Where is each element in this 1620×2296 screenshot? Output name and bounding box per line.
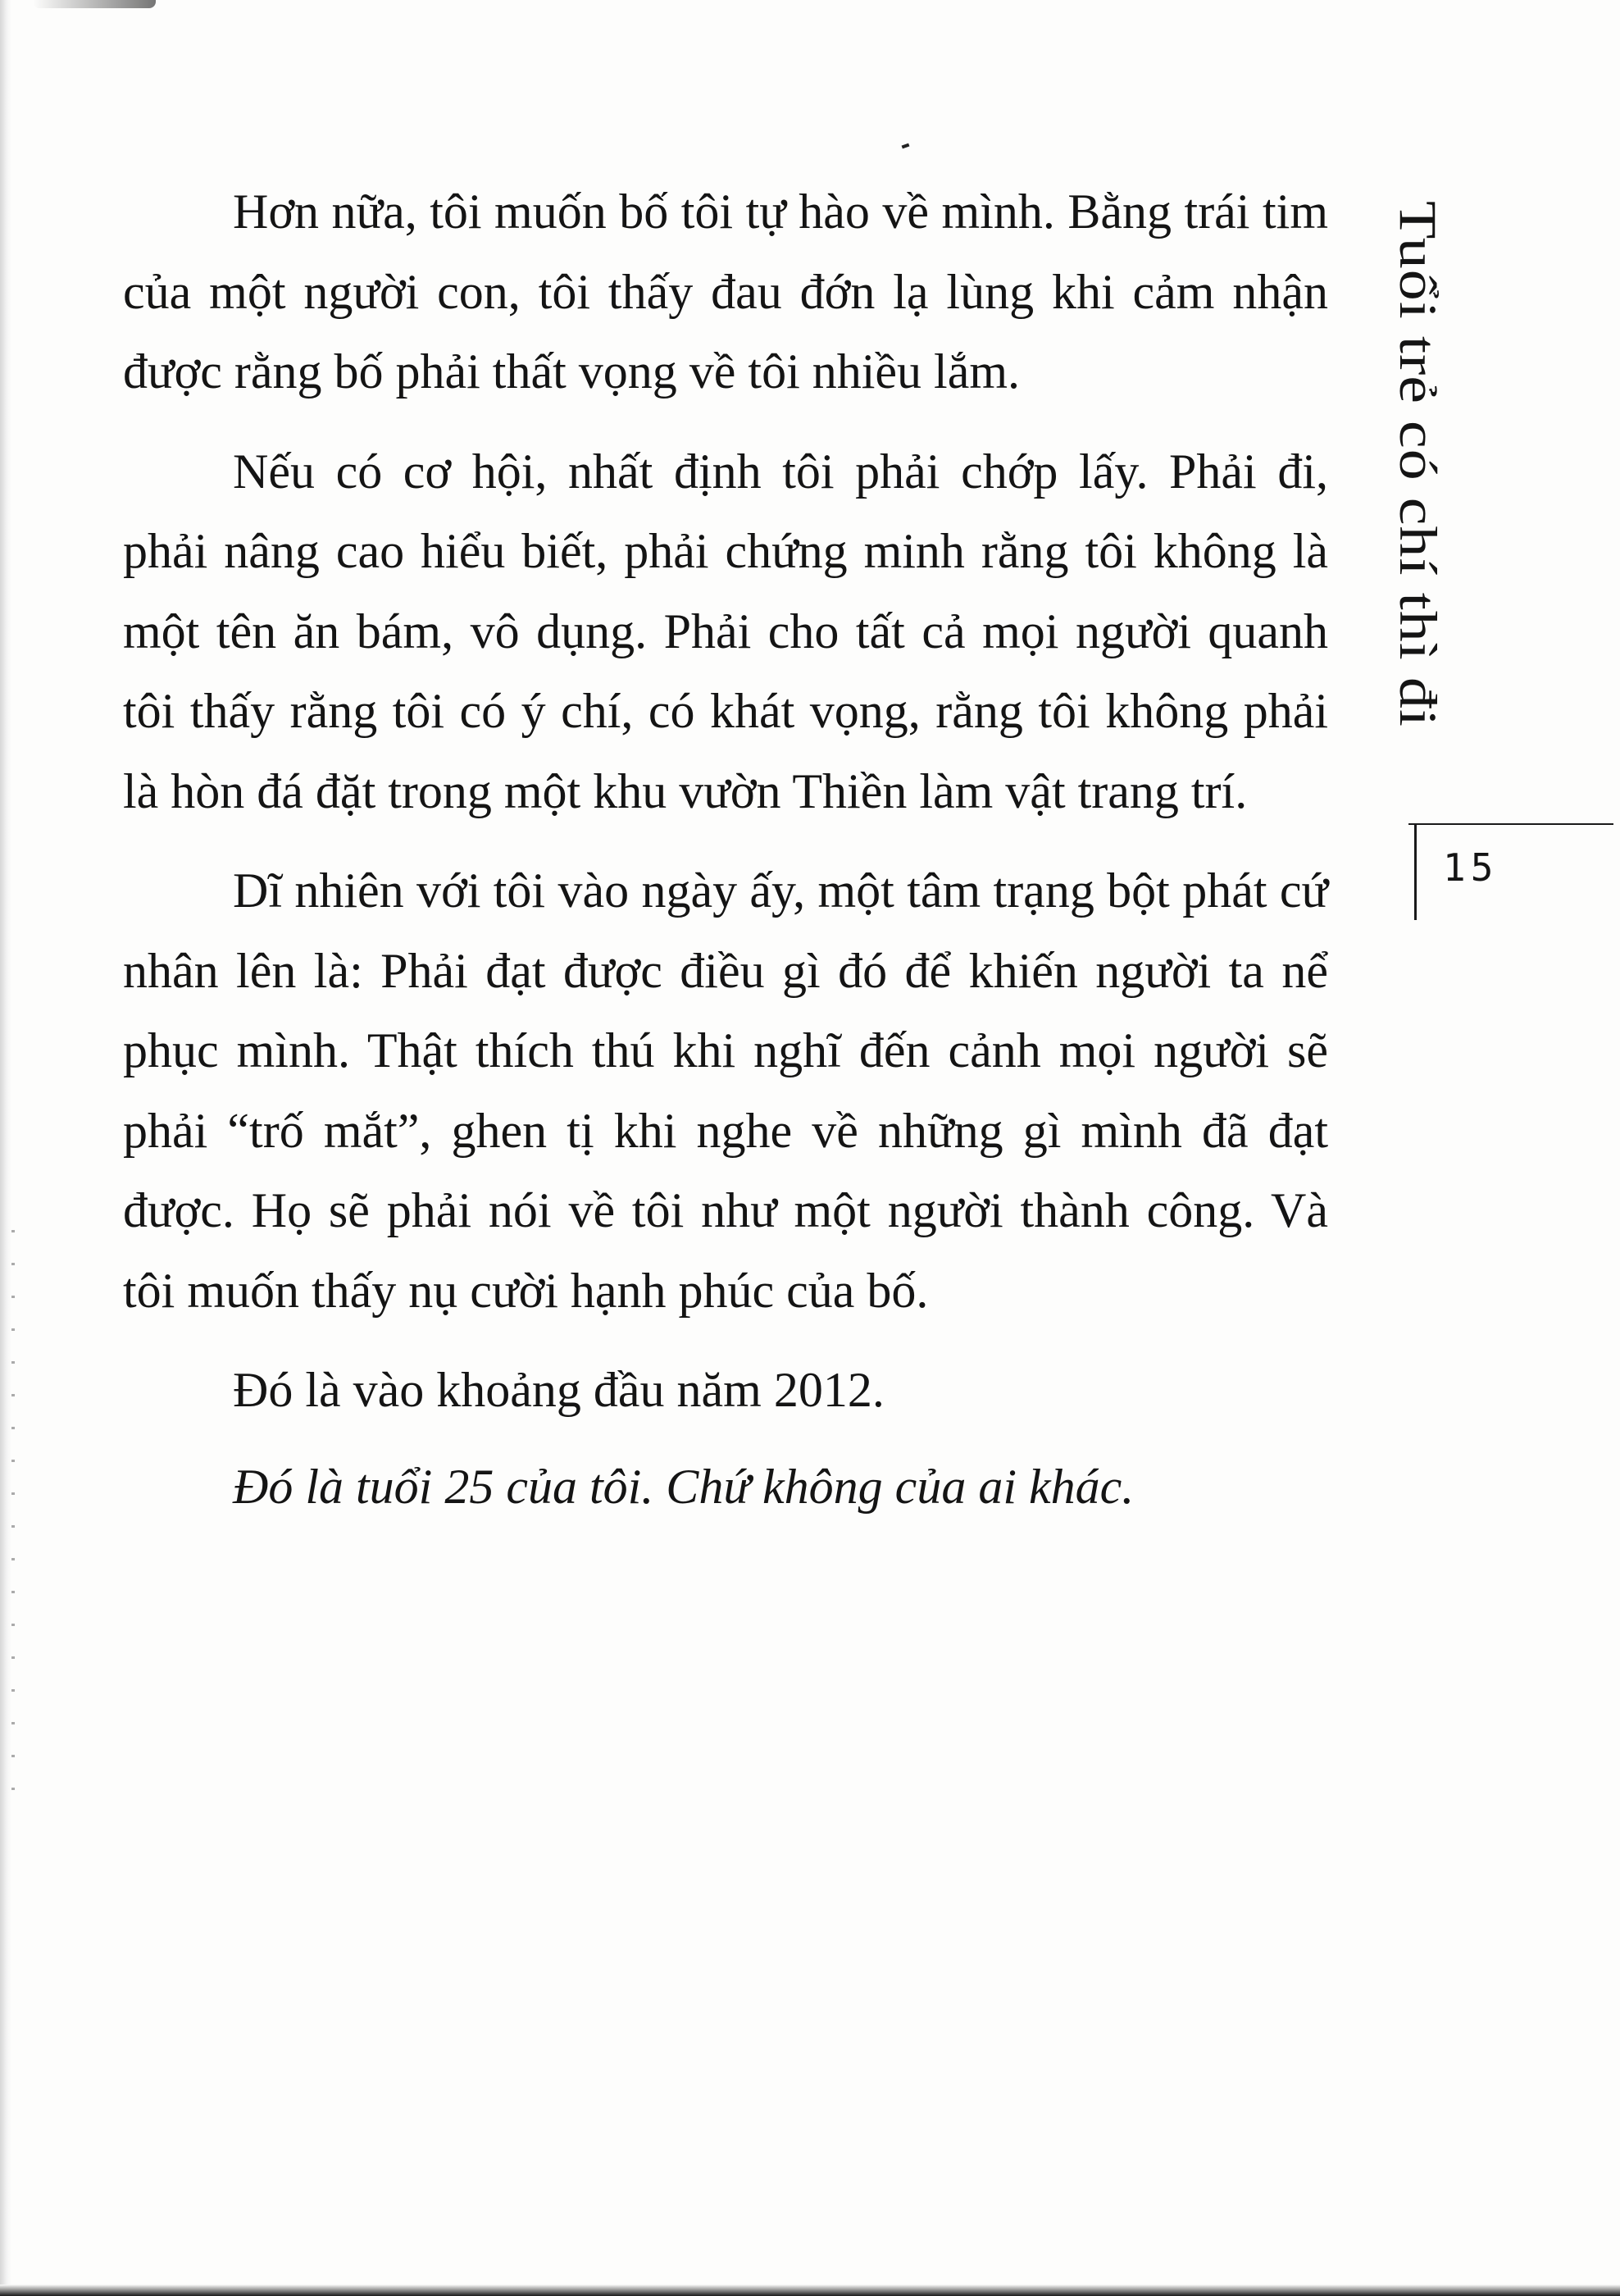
binding-specks <box>11 1230 15 1804</box>
running-header-title: Tuổi trẻ có chí thì đi <box>1388 201 1448 727</box>
scan-bottom-edge <box>0 2285 1620 2296</box>
body-text <box>123 172 1328 1547</box>
page-number-divider <box>1414 825 1417 920</box>
running-header-rule <box>1408 823 1613 825</box>
paragraph-5-italic: Đó là tuổi 25 của tôi. Chứ không của ai khác. <box>233 1459 1135 1514</box>
paragraph-2: Nếu có cơ hội, nhất định tôi phải chớp lấy. Phải đi, phải nâng cao hiểu biết, phải chứng minh rằng tôi không là một tên ăn bám, vô dụng. Phải cho tất cả mọi người quanh tôi thấy rằng tôi có ý chí, có khát vọng, rằng tôi không phải là hòn đá đặt trong một khu vườn Thiền làm vật trang trí. <box>123 444 1328 818</box>
page-number: 15 <box>1443 845 1499 890</box>
scan-top-mark <box>33 0 156 8</box>
paragraph-1: Hơn nữa, tôi muốn bố tôi tự hào về mình. Bằng trái tim của một người con, tôi thấy đau đớn lạ lùng khi cảm nhận được rằng bố phải thất vọng về tôi nhiều lắm. <box>123 184 1328 399</box>
scan-left-edge <box>0 0 11 2296</box>
paragraph-3: Dĩ nhiên với tôi vào ngày ấy, một tâm trạng bột phát cứ nhân lên là: Phải đạt được điều gì đó để khiến người ta nể phục mình. Thật thích thú khi nghĩ đến cảnh mọi người sẽ phải “trố mắt”, ghen tị khi nghe về những gì mình đã đạt được. Họ sẽ phải nói về tôi như một người thành công. Và tôi muốn thấy nụ cười hạnh phúc của bố. <box>123 863 1328 1318</box>
stray-ink-mark <box>902 144 910 149</box>
paragraph-4: Đó là vào khoảng đầu năm 2012. <box>233 1363 885 1417</box>
